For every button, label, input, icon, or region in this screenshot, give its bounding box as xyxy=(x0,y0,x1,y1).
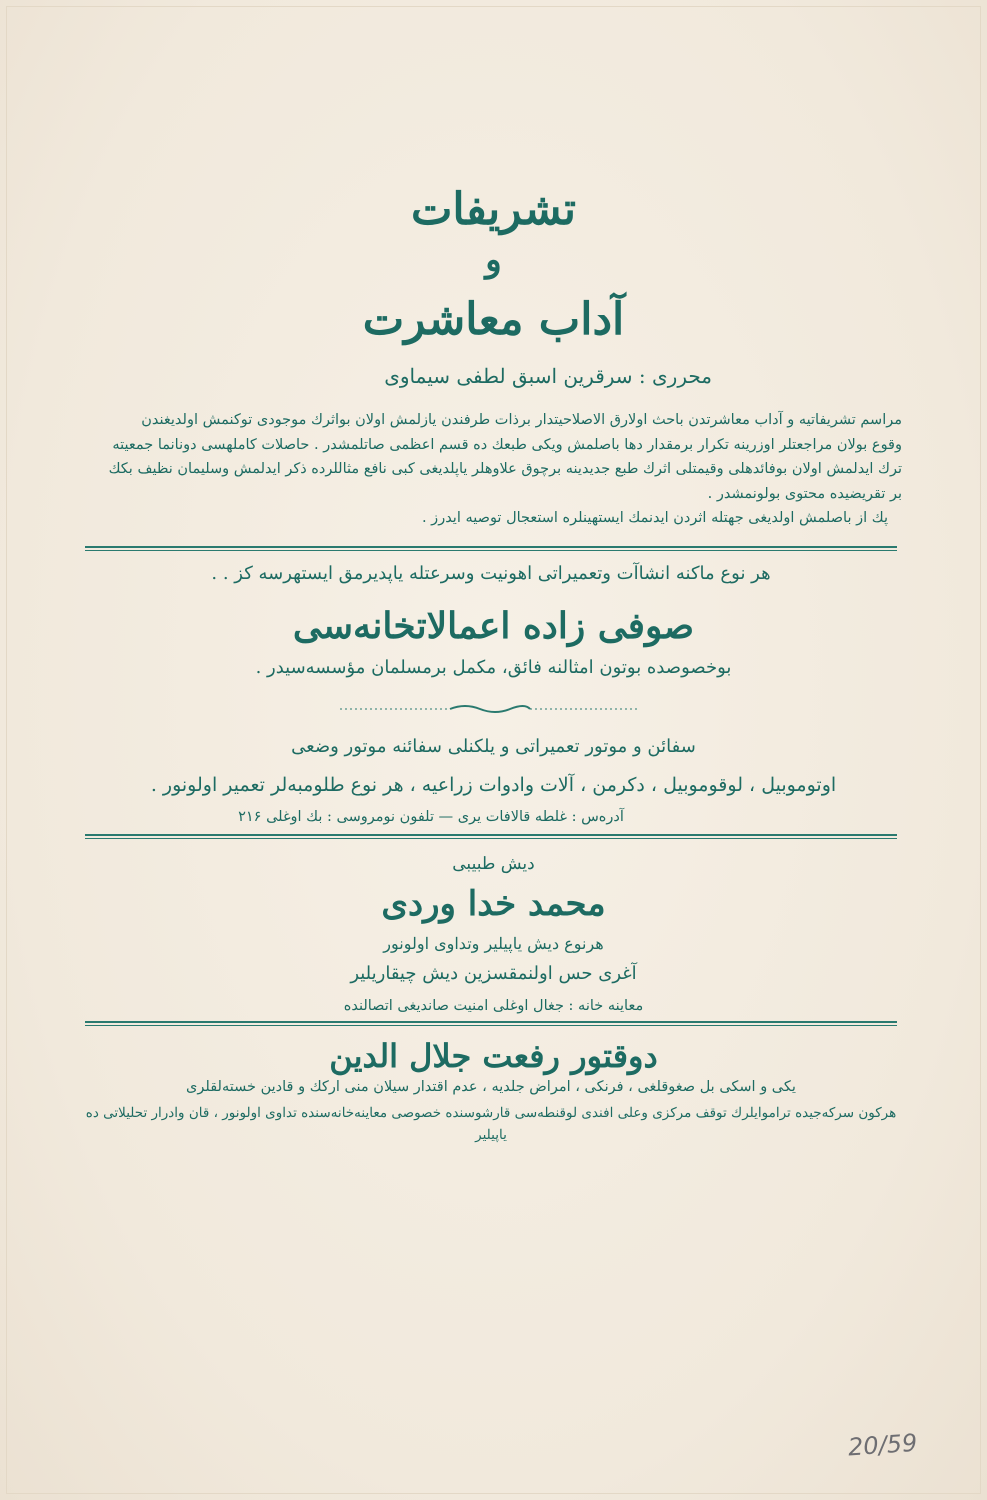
author-line: محرری : سرقرین اسبق لطفی سیماوی xyxy=(384,364,712,388)
book-description xyxy=(90,408,902,531)
book-title-line2: آداب معاشرت xyxy=(362,294,625,345)
doctor-name: دوقتور رفعت جلال الدین xyxy=(329,1037,658,1075)
doctor-specialties: یكی و اسكی بل صغوقلغی ، فرنكی ، امراض جلدیه ، عدم اقتدار سیلان منی اركك و قادین خسته‌لقلری xyxy=(186,1079,796,1095)
section-divider xyxy=(85,1021,897,1023)
workshop-address: آدرەس : غلطه قالافات یری — تلفون نومروسی : بك اوغلی ۲۱۶ xyxy=(238,809,624,825)
section-divider-secondary xyxy=(85,550,897,551)
description-line: بر تقریضیده محتوی بولونمشدر . xyxy=(707,485,902,502)
dentist-office: معاینه خانه : جغال اوغلی امنیت صاندیغی اتصالنده xyxy=(343,998,644,1014)
workshop-intro: هر نوع ماكنه انشاآت وتعمیراتی اهونیت وسرعتله یاپدیرمق ایستهرسه كز . . xyxy=(211,563,771,584)
archive-number: 20/59 xyxy=(847,1428,919,1462)
section-divider-secondary xyxy=(85,838,897,839)
ornament-divider xyxy=(340,702,640,716)
doctor-clinic-info: هركون سركه‌جیده تراموایلرك توقف مركزی وعلی افندی لوقنطه‌سی قارشوسنده خصوصی معاینه‌خانه‌سنده تداوی اولونور ، قان وادرار تحلیلاتی ده یاپیلیر xyxy=(85,1105,897,1143)
dentist-name: محمد خدا وردی xyxy=(381,884,606,924)
description-line: وقوع بولان مراجعتلر اوزرینه تكرار برمقدار دها باصلمش ویكی طبعك ده قسم اعظمی صاتلمشدر . حاصلات كاملهسی دونانما جمعیته xyxy=(112,436,902,453)
book-title-line1: تشریفات xyxy=(410,184,577,235)
section-divider-secondary xyxy=(85,1025,897,1026)
section-divider xyxy=(85,834,897,836)
workshop-tagline: بوخصوصده بوتون امثالنه فائق، مكمل برمسلمان مؤسسه‌سیدر . xyxy=(255,657,732,678)
workshop-name: صوفی زاده اعمالاتخانه‌سی xyxy=(292,605,695,647)
dentist-service-2: آغری حس اولنمقسزین دیش چیقاریلیر xyxy=(350,963,637,984)
description-closing-line: پك از باصلمش اولدیغی جهتله اثردن ایدنمك ایستهینلره استعجال توصیه ایدرز . xyxy=(421,510,888,526)
section-divider xyxy=(85,546,897,548)
book-title-conjunction: و xyxy=(485,240,502,280)
description-line: ترك ایدلمش اولان بوفائدهلی وقیمتلی اثرك طبع جدیدینه برچوق علاوهلر یاپلدیغی كبی نافع مثاللرده ذكر ایدلمش وسلیمان نظیف بكك xyxy=(108,461,902,477)
dentist-service-1: هرنوع دیش یاپیلیر وتداوی اولونور xyxy=(383,934,604,953)
dentist-profession: دیش طبیبی xyxy=(452,854,535,874)
motor-repair-line: سفائن و موتور تعمیراتی و یلكنلی سفائنه موتور وضعی xyxy=(291,736,696,757)
machinery-repair-line: اوتوموبیل ، لوقوموبیل ، دكرمن ، آلات وادوات زراعیه ، هر نوع طلومبه‌لر تعمیر اولونور . xyxy=(150,774,837,796)
description-line: مراسم تشریفاتیه و آداب معاشرتدن باحث اولارق الاصلاحیتدار برذات طرفندن یازلمش اولان بواثرك موجودی توكنمش اولدیغندن xyxy=(141,412,902,428)
